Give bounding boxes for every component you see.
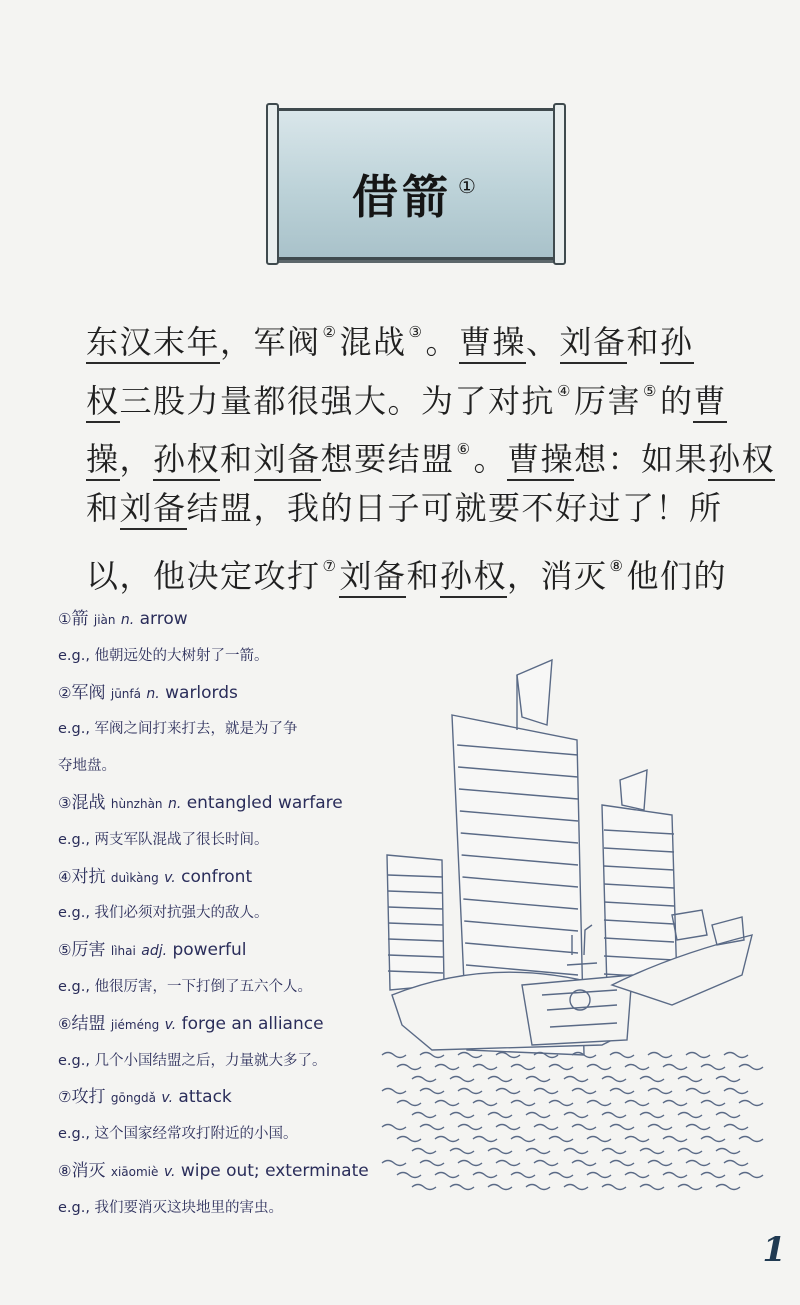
note-word: 对抗 xyxy=(71,866,106,887)
note-part-of-speech: v. xyxy=(161,1090,174,1107)
note-entry-head xyxy=(58,601,488,638)
story-segment: ，消灭 xyxy=(507,557,608,595)
note-pinyin: jūnfá xyxy=(110,686,141,701)
page-number: 1 xyxy=(762,1230,786,1270)
story-segment: ，军阀 xyxy=(220,323,321,361)
proper-name: 刘备 xyxy=(120,489,187,530)
story-segment: 和 xyxy=(86,488,120,527)
note-example: e.g., 他朝远处的大树射了一箭。 xyxy=(58,647,269,664)
footnote-mark: ⑧ xyxy=(609,557,625,575)
note-word: 军阀 xyxy=(71,682,106,703)
story-segment: 三股力量都很强大。为了对抗 xyxy=(119,381,556,420)
note-part-of-speech: v. xyxy=(163,1163,176,1180)
left-sail xyxy=(387,855,444,990)
chapter-title xyxy=(278,161,554,227)
proper-name: 权 xyxy=(86,382,120,423)
note-example: e.g., 几个小国结盟之后，力量就大多了。 xyxy=(58,1052,327,1069)
proper-name: 刘备 xyxy=(339,557,406,598)
story-segment: 和 xyxy=(626,323,661,361)
footnote-mark: ⑦ xyxy=(322,557,338,575)
note-part-of-speech: v. xyxy=(164,869,176,886)
note-number: ③ xyxy=(58,793,72,812)
warship-sketch-icon xyxy=(372,655,772,1195)
story-segment: 结盟，我的日子可就要不好过了！所 xyxy=(186,488,723,527)
note-part-of-speech: v. xyxy=(164,1016,177,1033)
note-number: ④ xyxy=(58,867,72,886)
story-segment: 混战 xyxy=(339,323,407,361)
title-scroll-banner xyxy=(275,108,557,260)
note-word: 消灭 xyxy=(71,1160,106,1181)
proper-name: 曹 xyxy=(693,382,727,423)
title-footnote-mark: ① xyxy=(458,174,480,198)
note-english: warlords xyxy=(165,682,238,703)
footnote-mark: ⑤ xyxy=(643,381,658,400)
story-segment: 和 xyxy=(406,557,440,595)
note-english: forge an alliance xyxy=(181,1013,324,1034)
story-segment: 。 xyxy=(425,323,459,361)
note-english: confront xyxy=(181,866,253,887)
note-english: attack xyxy=(178,1087,232,1108)
note-number: ⑦ xyxy=(58,1088,72,1107)
note-part-of-speech: n. xyxy=(167,795,182,812)
note-english: arrow xyxy=(139,609,188,629)
note-number: ⑥ xyxy=(58,1014,72,1033)
story-text xyxy=(86,303,776,596)
note-english: wipe out; exterminate xyxy=(180,1160,369,1181)
note-number: ① xyxy=(58,610,72,628)
chapter-title-text: 借箭 xyxy=(352,170,453,224)
water-waves xyxy=(382,1053,763,1190)
note-part-of-speech: adj. xyxy=(141,943,168,960)
footnote-mark: ② xyxy=(322,323,338,341)
story-segment: 他们的 xyxy=(626,557,727,595)
right-sail xyxy=(602,770,677,990)
note-example: e.g., 两支军队混战了很长时间。 xyxy=(58,831,269,848)
story-segment: 以，他决定攻打 xyxy=(86,557,321,595)
story-segment: 厉害 xyxy=(573,381,641,420)
proper-name: 曹操 xyxy=(459,323,526,364)
story-line xyxy=(86,362,736,421)
note-number: ⑤ xyxy=(58,941,72,960)
story-line xyxy=(86,420,776,479)
note-number: ② xyxy=(58,683,72,702)
proper-name: 孙权 xyxy=(708,440,775,481)
proper-name: 曹操 xyxy=(507,440,574,481)
footnote-mark: ④ xyxy=(557,381,572,400)
note-word: 箭 xyxy=(71,609,89,629)
note-pinyin: lìhai xyxy=(110,944,136,959)
proper-name: 东汉末年 xyxy=(86,323,220,364)
story-segment: 的 xyxy=(659,381,694,420)
note-pinyin: hùnzhàn xyxy=(110,796,163,811)
footnote-mark: ③ xyxy=(408,323,424,341)
story-segment: ， xyxy=(119,440,154,478)
proper-name: 孙权 xyxy=(440,557,507,598)
story-segment: 想：如果 xyxy=(574,440,709,478)
note-pinyin: duìkàng xyxy=(110,870,159,885)
note-pinyin: jiéméng xyxy=(110,1017,160,1032)
note-english: entangled warfare xyxy=(186,792,343,813)
note-word: 结盟 xyxy=(71,1013,106,1034)
proper-name: 刘备 xyxy=(254,440,321,481)
note-example: e.g., 我们必须对抗强大的敌人。 xyxy=(58,905,269,922)
note-part-of-speech: n. xyxy=(146,685,160,702)
note-example: e.g., 他很厉害，一下打倒了五六个人。 xyxy=(58,978,313,995)
note-word: 攻打 xyxy=(71,1087,106,1108)
note-example: 夺地盘。 xyxy=(58,758,116,775)
note-pinyin: gōngdǎ xyxy=(110,1091,157,1106)
note-pinyin: jiàn xyxy=(93,613,116,627)
story-segment: 。 xyxy=(473,440,508,478)
proper-name: 刘备 xyxy=(560,323,627,364)
proper-name: 孙权 xyxy=(153,440,220,481)
story-segment: 和 xyxy=(220,440,254,478)
story-segment: 、 xyxy=(525,323,560,361)
footnote-mark: ⑥ xyxy=(456,440,472,458)
note-english: powerful xyxy=(172,940,247,961)
note-pinyin: xiāomiè xyxy=(110,1164,159,1179)
note-part-of-speech: n. xyxy=(120,612,135,628)
story-segment: 想要结盟 xyxy=(320,440,455,478)
proper-name: 孙 xyxy=(660,323,694,364)
note-word: 厉害 xyxy=(71,940,106,961)
story-line xyxy=(86,303,736,362)
note-example: e.g., 我们要消灭这块地里的害虫。 xyxy=(58,1199,284,1216)
note-number: ⑧ xyxy=(58,1161,72,1180)
proper-name: 操 xyxy=(86,440,120,481)
note-example: e.g., 军阀之间打来打去，就是为了争 xyxy=(58,721,298,738)
story-line xyxy=(86,479,736,538)
story-line xyxy=(86,537,736,596)
note-example: e.g., 这个国家经常攻打附近的小国。 xyxy=(58,1126,298,1143)
note-word: 混战 xyxy=(71,792,106,813)
